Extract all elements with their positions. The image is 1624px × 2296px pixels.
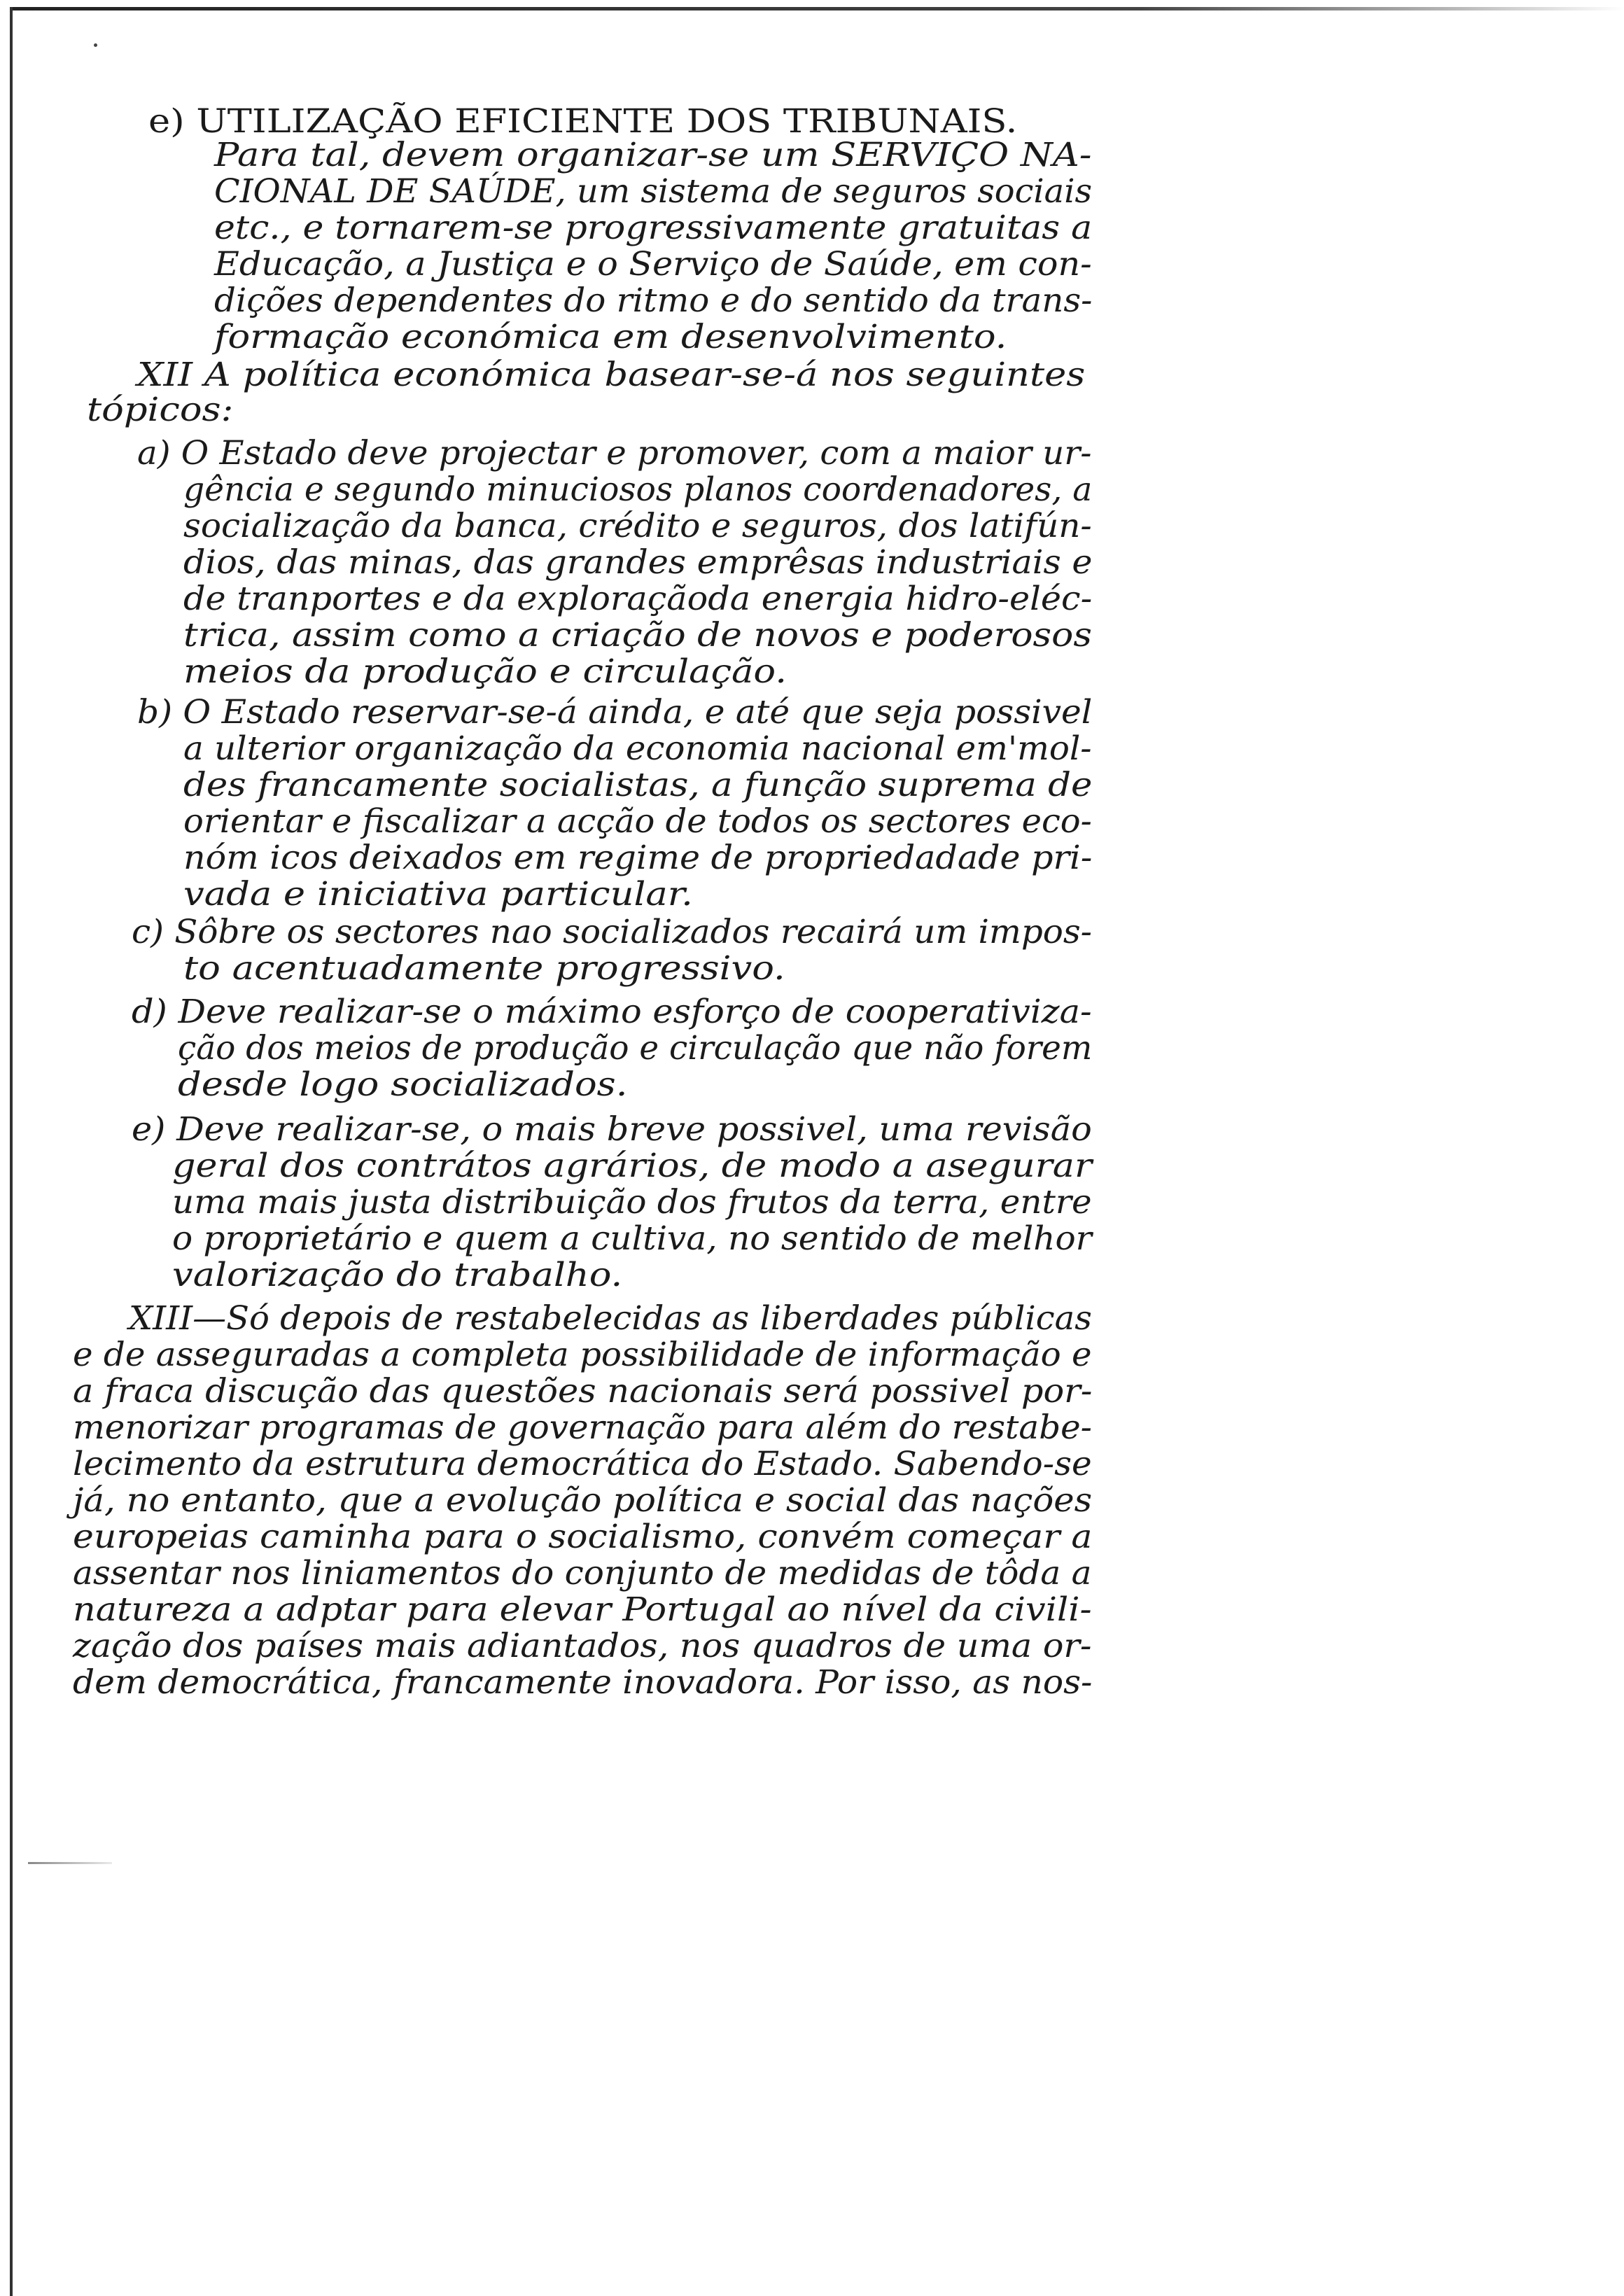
text-line: a ulterior organização da economia nacional em'mol-: [183, 729, 1092, 768]
text-line: o proprietário e quem a cultiva, no sentido de melhor: [172, 1219, 1092, 1258]
text-line: geral dos contrátos agrários, de modo a asegurar: [172, 1147, 1093, 1185]
text-line: vada e iniciativa particular.: [183, 875, 693, 913]
text-line: socialização da banca, crédito e seguros, dos latifún-: [183, 507, 1092, 545]
text-line: lecimento da estrutura democrática do Estado. Sabendo-se: [73, 1445, 1092, 1483]
text-line: des francamente socialistas, a função suprema de: [183, 766, 1093, 804]
text-line: ção dos meios de produção e circulação que não forem: [178, 1029, 1093, 1068]
text-line: orientar e fiscalizar a acção de todos os sectores eco-: [183, 802, 1092, 841]
item-d-first-line: d) Deve realizar-se o máximo esforço de cooperativiza-: [132, 993, 1092, 1031]
text-line: valorização do trabalho.: [172, 1256, 623, 1294]
text-line: formação económica em desenvolvimento.: [214, 318, 1007, 356]
item-b-first-line: b) O Estado reservar-se-á ainda, e até que seja possivel: [137, 693, 1093, 732]
text-line: desde logo socializados.: [178, 1065, 628, 1104]
text-line: CIONAL DE SAÚDE, um sistema de seguros sociais: [214, 172, 1093, 211]
text-line: gência e segundo minuciosos planos coordenadores, a: [183, 470, 1093, 509]
item-c-first-line: c) Sôbre os sectores nao socializados recairá um impos-: [132, 913, 1093, 951]
text-line: já, no entanto, que a evolução política e social das nações: [73, 1481, 1093, 1520]
section-xiii-first-line: XIII—Só depois de restabelecidas as liberdades públicas: [129, 1299, 1092, 1338]
item-e-first-line: e) Deve realizar-se, o mais breve possivel, uma revisão: [132, 1110, 1092, 1149]
scan-speck: [94, 43, 97, 47]
text-line: nóm icos deixados em regime de propriedadade pri-: [183, 839, 1093, 877]
item-a-first-line: a) O Estado deve projectar e promover, com a maior ur-: [137, 434, 1092, 472]
text-line: Educação, a Justiça e o Serviço de Saúde, em con-: [214, 245, 1092, 284]
text-line: dios, das minas, das grandes emprêsas industriais e: [183, 543, 1093, 582]
text-line: trica, assim como a criação de novos e poderosos: [183, 616, 1092, 654]
text-line: etc., e tornarem-se progressivamente gratuitas a: [214, 209, 1093, 247]
text-line: assentar nos liniamentos do conjunto de medidas de tôda a: [73, 1554, 1092, 1592]
text-line: meios da produção e circulação.: [183, 652, 787, 691]
text-line: uma mais justa distribuição dos frutos da terra, entre: [172, 1183, 1092, 1222]
scan-smudge: [28, 1862, 112, 1864]
text-line: to acentuadamente progressivo.: [183, 949, 785, 988]
item-e-heading: e) UTILIZAÇÃO EFICIENTE DOS TRIBUNAIS.: [148, 102, 1018, 141]
text-line: a fraca discução das questões nacionais será possivel por-: [73, 1372, 1093, 1410]
text-line: dições dependentes do ritmo e do sentido da trans-: [214, 281, 1093, 320]
text-line: natureza a adptar para elevar Portugal ao nível da civili-: [73, 1590, 1092, 1629]
text-line: de tranportes e da exploraçãoda energia hidro-eléc-: [183, 580, 1093, 618]
text-line: tópicos:: [87, 391, 234, 429]
section-xii-heading: XII A política económica basear-se-á nos seguintes: [137, 356, 1086, 394]
text-line: zação dos países mais adiantados, nos quadros de uma or-: [73, 1627, 1092, 1665]
scan-edge-top: [10, 7, 1624, 10]
text-line: e de asseguradas a completa possibilidade de informação e: [73, 1336, 1092, 1374]
scan-edge-left: [10, 7, 13, 2296]
text-line: dem democrática, francamente inovadora. Por isso, as nos-: [73, 1663, 1093, 1702]
text-line: europeias caminha para o socialismo, convém começar a: [73, 1518, 1093, 1556]
text-line: menorizar programas de governação para além do restabe-: [73, 1408, 1092, 1447]
text-line: Para tal, devem organizar-se um SERVIÇO NA-: [214, 136, 1092, 174]
